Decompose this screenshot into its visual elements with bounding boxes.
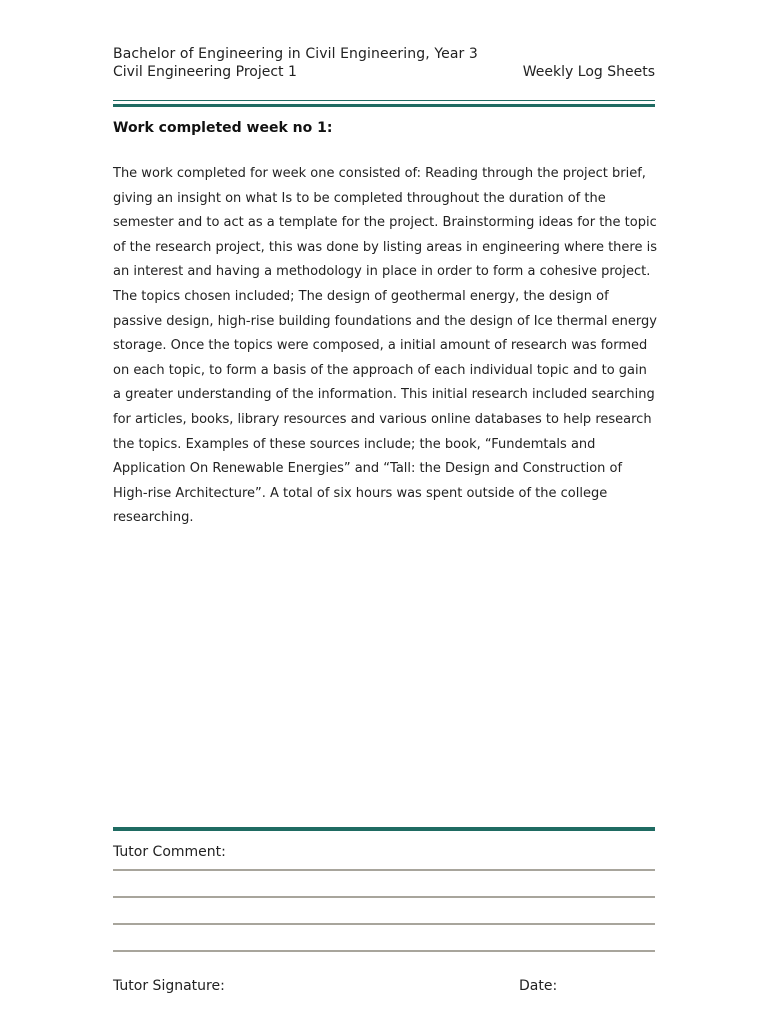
document-type: Weekly Log Sheets <box>522 64 655 80</box>
comment-line <box>113 950 655 952</box>
header-divider-thin <box>113 100 655 101</box>
comment-line <box>113 923 655 925</box>
date-label: Date: <box>519 978 558 994</box>
tutor-section-divider <box>113 827 655 831</box>
tutor-signature-label: Tutor Signature: <box>113 978 225 994</box>
work-description: The work completed for week one consisted of: Reading through the project brief, giving an insight on what Is to be completed throughout the duration of the semester and to act as a template for the project. Brainstorming ideas for the topic of the research project, this was done by listing areas in engineering where there is an interest and having a methodology in place in order to form a cohesive project. The topics chosen included; The design of geothermal energy, the design of passive design, high-rise building foundations and the design of Ice thermal energy storage. Once the topics were composed, a initial amount of research was formed on each topic, to form a basis of the approach of each individual topic and to gain a greater understanding of the information. This initial research included searching for articles, books, library resources and various online databases to help research the topics. Examples of these sources include; the book, “Fundemtals and Application On Renewable Energies” and “Tall: the Design and Construction of High-rise Architecture”. A total of six hours was spent outside of the college researching. <box>113 166 657 526</box>
section-heading: Work completed week no 1: <box>113 120 333 136</box>
header-divider-thick <box>113 104 655 107</box>
comment-line <box>113 869 655 871</box>
module-title: Civil Engineering Project 1 <box>113 64 297 80</box>
program-title: Bachelor of Engineering in Civil Engineering, Year 3 <box>113 46 478 62</box>
tutor-comment-label: Tutor Comment: <box>113 844 226 860</box>
comment-line <box>113 896 655 898</box>
